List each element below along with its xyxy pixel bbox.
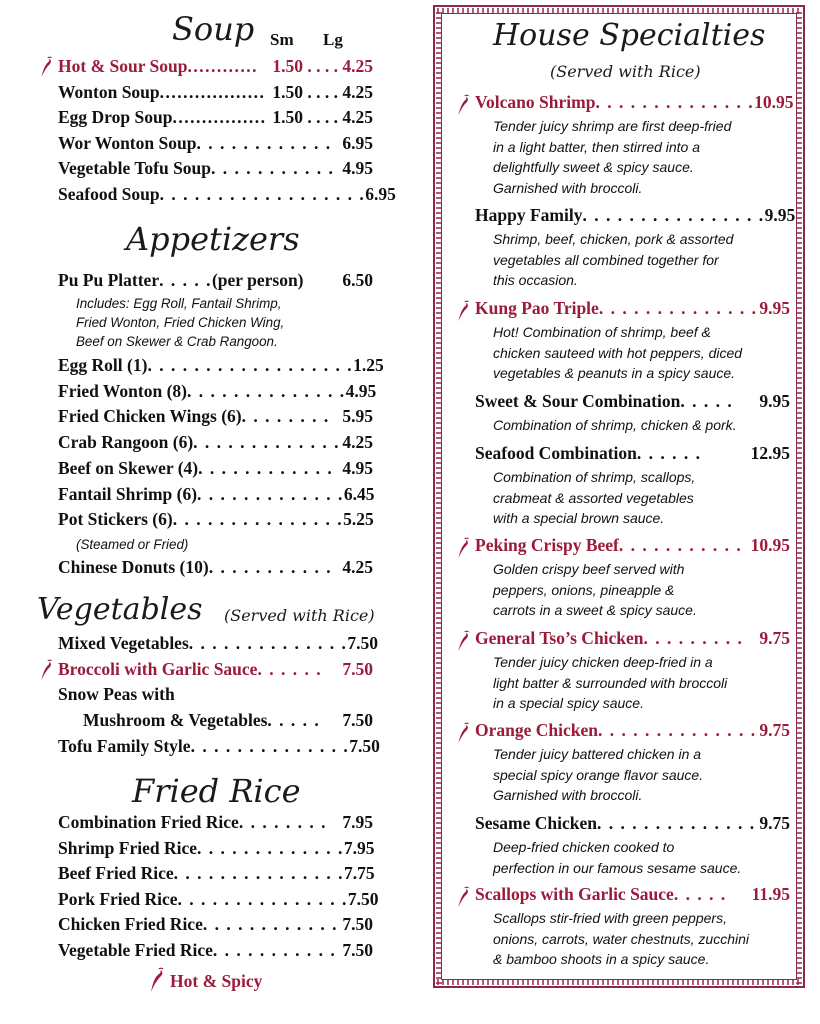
item-price: 5.95 — [342, 406, 373, 427]
item-name: Fantail Shrimp (6) — [58, 483, 198, 504]
item-price: 1.50 . . . . 4.25 — [272, 56, 373, 76]
description-line: special spicy orange flavor sauce. — [493, 766, 704, 783]
item-dots: . . . . . . . . . . . — [618, 535, 743, 555]
item-description — [493, 415, 793, 436]
item-dots: . . . . . — [680, 391, 734, 411]
chili-pepper-icon — [38, 659, 52, 683]
item-price: 7.50 — [347, 633, 379, 653]
item-dots: . . . . . . . . . . . . . . — [595, 92, 755, 112]
specialties-subtitle: (Served with Rice) — [550, 62, 701, 81]
item-price: 10.95 — [750, 535, 790, 555]
vegetables-subtitle: (Served with Rice) — [224, 606, 375, 625]
item-description — [493, 467, 793, 529]
menu-item-snow-peas-line1 — [58, 684, 373, 708]
menu-item — [58, 659, 373, 683]
item-name: Broccoli with Garlic Sauce — [58, 658, 258, 679]
item-name: Tofu Family Style — [58, 736, 191, 756]
menu-item — [58, 406, 373, 430]
menu-item-chinese-donuts — [58, 557, 373, 581]
item-price: 7.75 — [344, 863, 375, 883]
item-dots: . . . . . . . . . . . . . . — [187, 380, 346, 401]
item-name: Seafood Soup — [58, 183, 160, 204]
item-price: 4.95 — [345, 380, 377, 401]
item-name: Combination Fried Rice — [58, 812, 239, 832]
item-description — [493, 744, 793, 806]
item-price: 6.45 — [343, 483, 375, 504]
pot-stickers-note: (Steamed or Fried) — [76, 537, 189, 552]
description-line: Tender juicy battered chicken in a — [493, 746, 702, 762]
description-line: Tender juicy shrimp are first deep-fried — [493, 118, 732, 134]
item-price: 7.50 — [342, 914, 373, 934]
item-price: 7.50 — [349, 736, 380, 756]
item-description — [493, 229, 793, 291]
item-price: 6.95 — [342, 132, 373, 153]
item-price: 6.50 — [342, 270, 373, 290]
description-line: Deep-fried chicken cooked to — [493, 839, 675, 855]
description-line: chicken sauteed with hot peppers, diced — [493, 344, 743, 361]
item-dots: . . . . . . . . . . . . — [196, 132, 332, 153]
item-name: Scallops with Garlic Sauce — [475, 884, 674, 904]
item-dots: . . . . . . . . — [241, 406, 330, 427]
menu-item — [475, 720, 790, 744]
item-dots: . . . . . — [673, 884, 727, 904]
item-note: (per person) — [211, 270, 304, 290]
menu-item — [58, 183, 396, 208]
item-price: 1.25 — [353, 355, 384, 375]
menu-item — [58, 355, 384, 379]
hot-spicy-legend — [148, 968, 262, 994]
item-name: Vegetable Fried Rice — [58, 939, 213, 960]
item-dots: . . . . . . . . . . . . . . — [190, 736, 350, 756]
appetizers-title: Appetizers — [126, 220, 300, 258]
menu-item — [58, 484, 373, 508]
chili-pepper-icon — [455, 94, 469, 118]
description-line: Combination of shrimp, chicken & pork. — [493, 417, 737, 433]
item-name: Snow Peas with — [58, 684, 175, 704]
item-price: 4.95 — [342, 158, 373, 178]
item-name: Chicken Fried Rice — [58, 914, 203, 934]
description-line: Includes: Egg Roll, Fantail Shrimp, — [76, 296, 282, 311]
item-price: 12.95 — [750, 443, 790, 463]
description-line: with a special brown sauce. — [493, 510, 665, 526]
item-dots: . . . . . . . . . . . . . — [197, 837, 344, 858]
description-line: crabmeat & assorted vegetables — [493, 489, 694, 506]
item-name: Kung Pao Triple — [475, 298, 599, 318]
item-dots: . . . . . . . . . . . . . — [193, 432, 341, 453]
item-description — [493, 908, 793, 970]
menu-item — [58, 888, 379, 913]
item-price: 11.95 — [751, 884, 790, 904]
item-name: Vegetable Tofu Soup — [58, 158, 212, 178]
chili-pepper-icon — [148, 968, 164, 994]
menu-item — [475, 813, 790, 837]
item-price: 7.50 — [342, 710, 373, 730]
item-dots: . . . . . — [159, 270, 212, 290]
menu-item — [58, 940, 373, 964]
item-dots: . . . . . . . . . . . . — [202, 914, 338, 934]
description-line: this occasion. — [493, 272, 578, 288]
item-price: 10.95 — [754, 92, 794, 112]
item-name: Peking Crispy Beef — [475, 535, 619, 555]
menu-item — [58, 82, 373, 106]
menu-item — [58, 56, 373, 80]
item-name: Sweet & Sour Combination — [475, 391, 681, 411]
item-price: 7.50 — [342, 939, 373, 960]
menu-item — [58, 380, 377, 405]
item-dots: . . . . . . . . . . . . . . . — [172, 509, 344, 530]
description-line: vegetables all combined together for — [493, 251, 719, 268]
description-line: in a special spicy sauce. — [493, 695, 644, 711]
item-dots: . . . . . . . . . . . . . . — [188, 633, 348, 653]
description-line: Hot! Combination of shrimp, beef & — [493, 324, 711, 340]
description-line: Beef on Skewer & Crab Rangoon. — [76, 334, 278, 349]
menu-item — [58, 432, 373, 456]
item-name: Fried Chicken Wings (6) — [58, 406, 242, 427]
chili-pepper-icon — [455, 537, 469, 561]
item-name: Hot & Sour Soup — [58, 56, 188, 76]
item-dots: . . . . . . . . . . . — [208, 557, 333, 577]
menu-item-snow-peas — [83, 710, 373, 734]
item-dots: . . . . . . . . . . . . . . . . . . — [159, 183, 366, 204]
soup-col-lg: Lg — [323, 30, 343, 49]
vegetables-title: Vegetables — [37, 592, 203, 627]
item-dots: . . . . . . . . . . . . . — [197, 483, 344, 504]
item-name: Egg Drop Soup — [58, 107, 173, 127]
item-dots: . . . . . . . . . . . . . . . . — [582, 205, 765, 225]
description-line: Garnished with broccoli. — [493, 787, 643, 803]
item-price: 9.75 — [759, 628, 790, 648]
description-line: delightfully sweet & spicy sauce. — [493, 159, 694, 175]
item-name: Mushroom & Vegetables — [83, 710, 268, 730]
menu-item — [475, 92, 794, 116]
item-name: Beef Fried Rice — [58, 863, 174, 883]
item-price: 1.50 . . . . 4.25 — [272, 107, 373, 127]
description-line: peppers, onions, pineapple & — [493, 581, 675, 598]
item-dots: .................. — [159, 81, 266, 102]
item-price: 4.25 — [342, 432, 373, 453]
description-line: light batter & surrounded with broccoli — [493, 674, 728, 691]
item-price: 1.50 . . . . 4.25 — [272, 81, 373, 102]
item-name: Wonton Soup — [58, 81, 160, 102]
menu-item-tofu-family-style — [58, 736, 380, 760]
item-name: Pu Pu Platter — [58, 270, 160, 290]
chili-pepper-icon — [38, 56, 52, 80]
description-line: Garnished with broccoli. — [493, 179, 643, 196]
fried-rice-title: Fried Rice — [132, 772, 301, 810]
description-line: in a light batter, then stirred into a — [493, 138, 701, 155]
item-dots: . . . . . . . . . . . . . . — [597, 813, 756, 833]
pupu-description — [76, 294, 284, 351]
item-description — [493, 652, 793, 714]
item-name: Pork Fried Rice — [58, 888, 178, 909]
description-line: Fried Wonton, Fried Chicken Wing, — [76, 315, 285, 330]
menu-item — [58, 509, 373, 533]
menu-item — [475, 884, 790, 908]
menu-item — [475, 443, 790, 467]
specialties-title: House Specialties — [493, 18, 766, 53]
menu-item — [475, 535, 790, 559]
item-dots: . . . . . — [267, 710, 321, 730]
description-line: vegetables & peanuts in a spicy sauce. — [493, 365, 736, 381]
item-name: Seafood Combination — [475, 443, 637, 463]
soup-col-sm: Sm — [270, 30, 294, 49]
item-dots: . . . . . . . . — [238, 812, 327, 832]
menu-item — [58, 914, 373, 938]
menu-item — [58, 133, 373, 157]
menu-item — [58, 158, 373, 182]
item-price: 6.95 — [365, 183, 396, 204]
item-dots: . . . . . . — [636, 443, 702, 463]
menu-item — [475, 628, 790, 652]
item-name: Beef on Skewer (4) — [58, 457, 199, 478]
item-price: 9.75 — [759, 813, 790, 833]
menu-item — [475, 205, 796, 229]
item-price: 9.75 — [759, 720, 790, 740]
item-dots: . . . . . . . . . . . — [212, 939, 337, 960]
item-price: 9.95 — [759, 391, 790, 411]
item-description — [493, 559, 793, 621]
menu-item — [58, 838, 373, 862]
item-name: Orange Chicken — [475, 720, 598, 740]
item-name: Sesame Chicken — [475, 813, 598, 833]
menu-item — [58, 812, 373, 836]
item-name: Pot Stickers (6) — [58, 509, 173, 530]
item-dots: . . . . . . . . . . . . — [198, 457, 334, 478]
item-price: 7.95 — [342, 812, 373, 832]
item-name: Chinese Donuts (10) — [58, 557, 209, 577]
soup-title: Soup — [172, 10, 255, 48]
item-dots: . . . . . . — [257, 658, 323, 679]
item-price: 4.25 — [342, 557, 373, 577]
description-line: onions, carrots, water chestnuts, zucchini — [493, 930, 750, 947]
chili-pepper-icon — [455, 886, 469, 910]
chili-pepper-icon — [455, 722, 469, 746]
menu-item — [58, 863, 373, 887]
item-name: Shrimp Fried Rice — [58, 837, 198, 858]
item-dots: ............ — [187, 56, 259, 76]
item-price: 7.95 — [343, 837, 375, 858]
item-price: 5.25 — [343, 509, 374, 530]
menu-item — [58, 107, 373, 131]
item-dots: . . . . . . . . . . . . . . — [598, 298, 758, 318]
item-description — [493, 322, 793, 384]
menu-item — [475, 391, 790, 415]
item-name: Crab Rangoon (6) — [58, 432, 194, 453]
description-line: perfection in our famous sesame sauce. — [493, 859, 742, 876]
description-line: Combination of shrimp, scallops, — [493, 469, 696, 485]
legend-label: Hot & Spicy — [170, 970, 263, 991]
item-description — [493, 116, 793, 198]
item-dots: . . . . . . . . . . . . . . . — [173, 863, 345, 883]
chili-pepper-icon — [455, 630, 469, 654]
item-dots: ................ — [172, 107, 267, 127]
menu-item — [475, 298, 790, 322]
item-dots: . . . . . . . . . — [643, 628, 744, 648]
item-name: General Tso’s Chicken — [475, 628, 644, 648]
item-dots: . . . . . . . . . . . . . . . . . . — [147, 355, 354, 375]
description-line: carrots in a sweet & spicy sauce. — [493, 602, 697, 618]
item-price: 4.95 — [342, 457, 373, 478]
item-price: 9.95 — [759, 298, 790, 318]
description-line: Tender juicy chicken deep-fried in a — [493, 654, 713, 670]
item-price: 9.95 — [764, 205, 796, 225]
description-line: & bamboo shoots in a spicy sauce. — [493, 951, 710, 967]
item-price: 7.50 — [347, 888, 379, 909]
menu-item — [58, 458, 373, 482]
menu-item-pu-pu-platter — [58, 270, 373, 294]
description-line: Shrimp, beef, chicken, pork & assorted — [493, 231, 734, 247]
chili-pepper-icon — [455, 300, 469, 324]
item-name: Wor Wonton Soup — [58, 132, 197, 153]
item-name: Volcano Shrimp — [475, 92, 596, 112]
item-dots: . . . . . . . . . . . — [211, 158, 335, 178]
item-price: 7.50 — [342, 658, 373, 679]
item-name: Mixed Vegetables — [58, 633, 189, 653]
item-description — [493, 837, 793, 878]
description-line: Scallops stir-fried with green peppers, — [493, 910, 727, 926]
item-name: Egg Roll (1) — [58, 355, 148, 375]
item-dots: . . . . . . . . . . . . . . . — [177, 888, 348, 909]
description-line: Golden crispy beef served with — [493, 561, 685, 577]
item-name: Happy Family — [475, 205, 583, 225]
item-dots: . . . . . . . . . . . . . . — [598, 720, 757, 740]
menu-item — [58, 633, 379, 657]
item-name: Fried Wonton (8) — [58, 380, 187, 401]
